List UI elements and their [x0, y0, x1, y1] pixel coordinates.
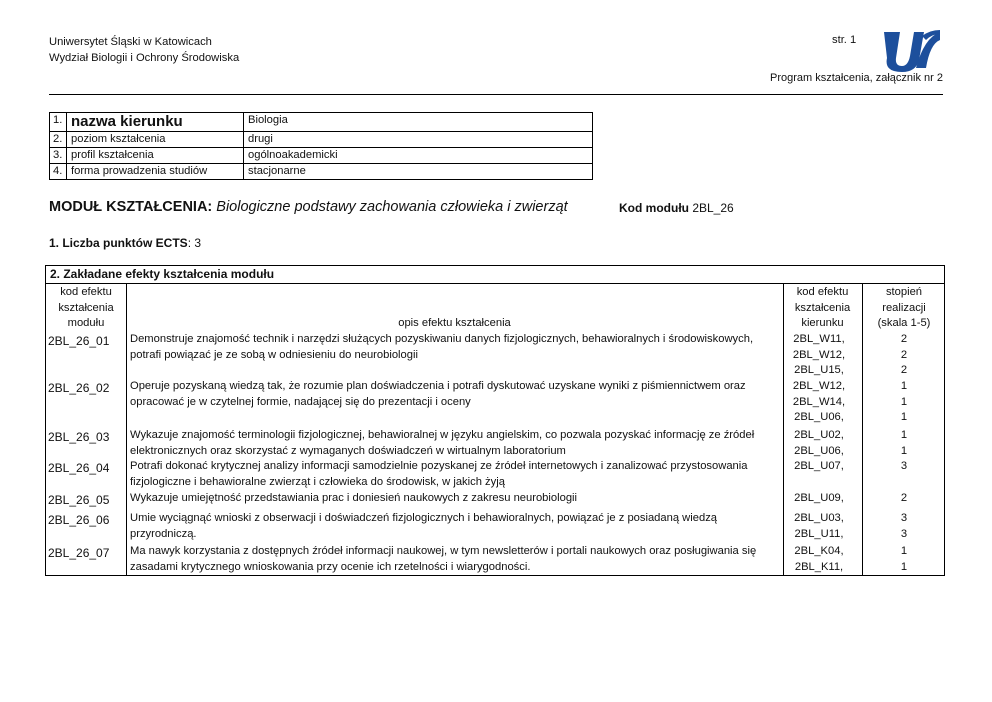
- field-code: 2BL_U06,: [794, 444, 844, 457]
- field-code: 2BL_U07,: [794, 460, 844, 472]
- outcome-field-codes: [786, 332, 852, 379]
- info-row: [50, 164, 593, 180]
- page-number: str. 1: [832, 34, 857, 46]
- info-label: poziom kształcenia: [67, 132, 244, 148]
- outcome-code: 2BL_26_01: [48, 334, 110, 348]
- ects-label: 1. Liczba punktów ECTS: [49, 236, 188, 250]
- outcome-code: 2BL_26_02: [48, 381, 110, 395]
- level: 1: [900, 560, 908, 573]
- header-divider: [49, 94, 943, 95]
- info-label: forma prowadzenia studiów: [67, 164, 244, 180]
- module-prefix: MODUŁ KSZTAŁCENIA:: [49, 199, 213, 215]
- outcome-code: 2BL_26_06: [48, 513, 110, 527]
- field-code: 2BL_W12,: [792, 348, 846, 361]
- field-code: 2BL_K04,: [794, 545, 844, 557]
- learning-outcomes-table: [45, 265, 945, 576]
- outcome-field-codes: [786, 511, 852, 542]
- header-text: (skala 1-5): [877, 317, 931, 329]
- study-info-table: [49, 112, 593, 180]
- level: 2: [900, 364, 908, 376]
- outcome-description: Wykazuje znajomość terminologii fizjologicznej, behawioralnej w języku angielskim, co pozwala pozyskać informację ze źródeł elektronicznych oraz skorzystać z wymaganych doświadczeń w wirtualnym laboratorium: [130, 429, 755, 457]
- level: 1: [900, 411, 908, 423]
- outcome-field-codes: [786, 379, 852, 426]
- field-code: 2BL_K11,: [794, 560, 844, 573]
- info-row: [50, 148, 593, 164]
- field-code: 2BL_W14,: [792, 395, 846, 408]
- info-row: [50, 113, 593, 132]
- outcome-code: 2BL_26_07: [48, 546, 110, 560]
- level: 2: [900, 348, 908, 361]
- outcome-levels: [874, 459, 934, 475]
- module-code: [619, 201, 734, 215]
- info-value: drugi: [244, 132, 593, 148]
- level: 1: [900, 380, 908, 392]
- level: 2: [900, 333, 908, 345]
- header-text: modułu: [67, 317, 105, 329]
- field-code: 2BL_W11,: [793, 333, 845, 345]
- header-text: stopień: [885, 286, 923, 298]
- field-code: 2BL_U03,: [794, 512, 844, 524]
- outcome-field-codes: [786, 491, 852, 507]
- info-label: nazwa kierunku: [67, 113, 244, 132]
- level: 2: [900, 492, 908, 504]
- outcome-description: Demonstruje znajomość technik i narzędzi służących pozyskiwaniu danych fizjologicznych, behawioralnych i środowiskowych, potrafi powiązać je ze sobą w odniesieniu do neurobiologii: [130, 333, 754, 361]
- outcome-description: Wykazuje umiejętność przedstawiania prac i doniesień naukowych z zakresu neurobiologii: [130, 492, 578, 504]
- field-code: 2BL_U06,: [794, 411, 844, 423]
- level: 1: [900, 444, 908, 457]
- outcome-levels: [874, 332, 934, 379]
- outcome-levels: [874, 379, 934, 426]
- module-code-value: 2BL_26: [692, 201, 734, 215]
- outcome-levels: [874, 511, 934, 542]
- info-row: [50, 132, 593, 148]
- outcome-description: Ma nawyk korzystania z dostępnych źródeł informacji naukowej, w tym newsletterów i portali naukowych oraz posługiwania się zasadami krytycznego wnioskowania przy ocenie ich rzetelności i wiarygodności.: [130, 545, 757, 573]
- module-name: Biologiczne podstawy zachowania człowieka i zwierząt: [216, 199, 568, 215]
- header-text: kierunku: [801, 317, 844, 329]
- level: 3: [900, 460, 908, 472]
- info-num: 4.: [50, 164, 67, 180]
- level: 3: [900, 512, 908, 524]
- university-name: Uniwersytet Śląski w Katowicach: [49, 36, 212, 48]
- header-level: [862, 285, 946, 332]
- header-text: kod efektu: [796, 286, 849, 298]
- program-annex: Program kształcenia, załącznik nr 2: [769, 72, 943, 84]
- university-logo-icon: [880, 28, 942, 74]
- outcome-code: 2BL_26_04: [48, 461, 110, 475]
- info-value: stacjonarne: [244, 164, 593, 180]
- level: 3: [900, 527, 908, 540]
- module-heading: [49, 199, 568, 215]
- outcome-field-codes: [786, 428, 852, 459]
- faculty-name: Wydział Biologii i Ochrony Środowiska: [49, 52, 240, 64]
- outcome-description: Potrafi dokonać krytycznej analizy informacji samodzielnie pozyskanej ze źródeł internetowych i zanalizować przystosowania fizjologiczne i behawioralne zwierząt i człowieka do środowisk, w jakich żyją: [130, 460, 748, 488]
- level: 1: [900, 545, 908, 557]
- document-header: [49, 34, 239, 66]
- field-code: 2BL_W12,: [792, 380, 846, 392]
- outcomes-title-divider: [46, 283, 944, 284]
- field-code: 2BL_U15,: [794, 364, 844, 376]
- header-text: kod efektu: [60, 286, 112, 298]
- outcome-field-codes: [786, 544, 852, 575]
- outcome-levels: [874, 428, 934, 459]
- header-module-code: [46, 285, 126, 332]
- outcomes-title: 2. Zakładane efekty kształcenia modułu: [50, 267, 275, 281]
- level: 1: [900, 429, 908, 441]
- outcome-levels: [874, 544, 934, 575]
- info-num: 3.: [50, 148, 67, 164]
- info-value: ogólnoakademicki: [244, 148, 593, 164]
- ects-points: [49, 236, 201, 250]
- info-num: 1.: [50, 113, 67, 132]
- header-text: kształcenia: [58, 301, 114, 314]
- outcome-levels: [874, 491, 934, 507]
- info-label: profil kształcenia: [67, 148, 244, 164]
- outcome-description: Operuje pozyskaną wiedzą tak, że rozumie plan doświadczenia i potrafi dyskutować uzyskane wyniki z piśmiennictwem oraz opracować je w czytelnej formie, nadającej się do prezentacji i oceny: [130, 380, 746, 408]
- level: 1: [900, 395, 908, 408]
- outcome-code: 2BL_26_03: [48, 430, 110, 444]
- header-text: kształcenia: [794, 301, 851, 314]
- info-num: 2.: [50, 132, 67, 148]
- outcome-description: Umie wyciągnąć wnioski z obserwacji i doświadczeń fizjologicznych i behawioralnych, powiązać je z posiadaną wiedzą przyrodniczą.: [130, 512, 718, 540]
- field-code: 2BL_U09,: [794, 492, 844, 504]
- header-text: realizacji: [882, 301, 926, 314]
- info-value: Biologia: [244, 113, 593, 132]
- header-description: opis efektu kształcenia: [398, 317, 511, 329]
- header-field-code: [783, 285, 862, 332]
- ects-value: : 3: [187, 236, 202, 250]
- field-code: 2BL_U11,: [794, 527, 844, 540]
- module-code-label: Kod modułu: [619, 201, 689, 215]
- field-code: 2BL_U02,: [794, 429, 844, 441]
- outcome-field-codes: [786, 459, 852, 475]
- outcome-code: 2BL_26_05: [48, 493, 110, 507]
